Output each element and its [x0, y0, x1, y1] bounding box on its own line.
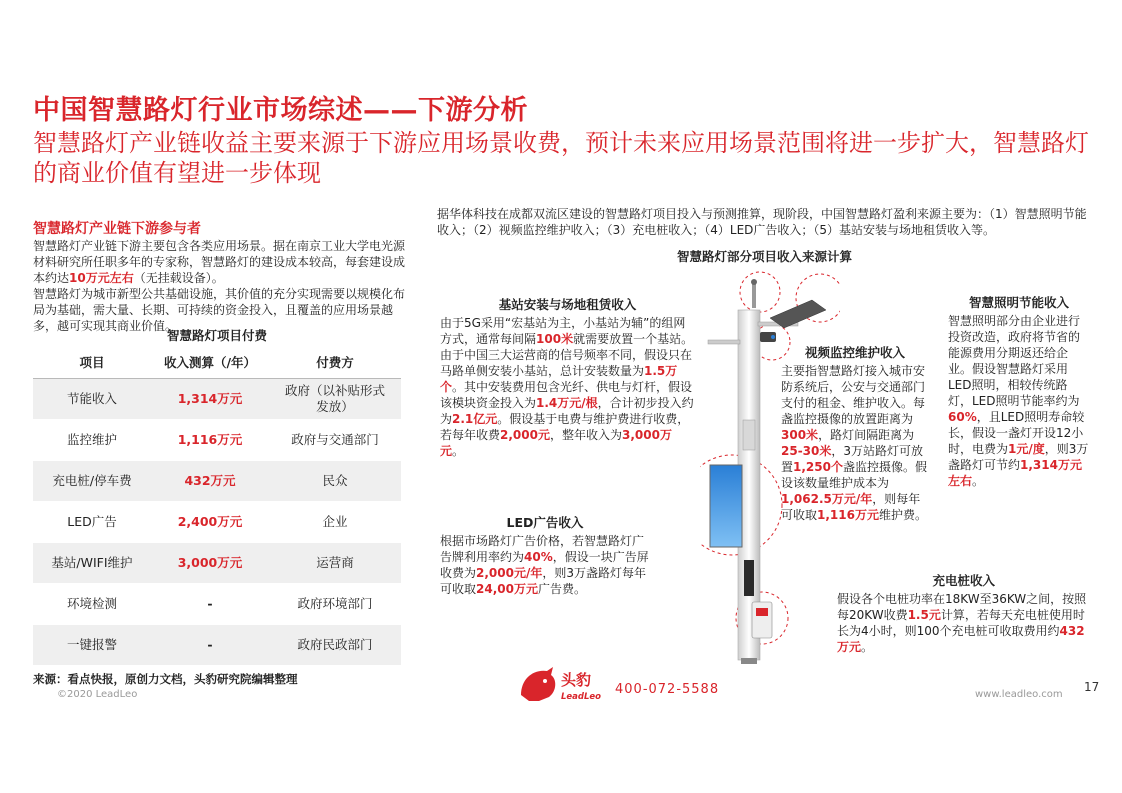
cell-item: 基站/WIFI维护	[33, 542, 151, 583]
right-intro: 据华体科技在成都双流区建设的智慧路灯项目投入与预测推算，现阶段，中国智慧路灯盈利来源主要为：（1）智慧照明节能收入；（2）视频监控维护收入；（3）充电桩收入；（4）LED广告收入；（5）基站安装与场地租赁收入等。	[437, 207, 1087, 237]
block-base-station: 基站安装与场地租赁收入 由于5G采用“宏基站为主，小基站为辅”的组网方式，通常每间隔100米就需要放置一个基站。由于中国三大运营商的信号频率不同，假设只在马路单侧安装小基站，总计安装数量为1.5万个。其中安装费用包含光纤、供电与灯杆，假设该模块资金投入为1.4万元/根，合计初步投入约为2.1亿元。假设基于电费与维护费进行收费，若每年收费2,000元，整年收入为3,000万元。	[440, 297, 694, 458]
block-charge-title: 充电桩收入	[932, 573, 995, 588]
logo-cn-text: 头豹	[561, 671, 592, 689]
left-intro	[33, 218, 408, 334]
block-lighting-title: 智慧照明节能收入	[968, 295, 1069, 310]
source-note: 来源：看点快报，原创力文档，头豹研究院编辑整理	[33, 672, 298, 686]
block-charging-pile: 充电桩收入 假设各个电桩功率在18KW至36KW之间，按照每20KW收费1.5元计算，若每天充电桩使用时长为4小时，则100个充电桩可收取费用约432万元。	[837, 573, 1092, 655]
col-header-payer: 付费方	[269, 346, 401, 378]
cell-amount: -	[151, 624, 269, 665]
led-ad-screen	[710, 465, 742, 547]
table-row	[33, 378, 401, 419]
charger-icon	[752, 602, 772, 638]
leopard-eye-icon	[543, 679, 547, 683]
table-row	[33, 624, 401, 665]
cell-payer: 政府民政部门	[269, 624, 401, 665]
cell-payer: 民众	[269, 460, 401, 501]
block-video-title: 视频监控维护收入	[804, 345, 905, 360]
cell-item: 监控维护	[33, 419, 151, 460]
antenna-tip-icon	[751, 279, 757, 285]
table-row	[33, 583, 401, 624]
leadleo-logo	[517, 665, 737, 705]
pole-dark-panel	[744, 560, 754, 596]
table-title: 智慧路灯项目付费	[166, 328, 267, 343]
cell-payer: 政府与交通部门	[269, 419, 401, 460]
table-row	[33, 460, 401, 501]
leopard-logo-icon	[521, 667, 555, 701]
block-video-monitoring: 视频监控维护收入 主要指智慧路灯接入城市安防系统后，公安与交通部门支付的租金、维护收入。每盏监控摄像的放置距离为300米，路灯间隔距离为25-30米，3万站路灯可放置1,250个盏监控摄像。假设该数量维护成本为1,062.5万元/年，则每年可收取1,116万元维护费。	[781, 345, 927, 522]
antenna-icon	[752, 284, 756, 308]
cell-item: LED广告	[33, 501, 151, 542]
diagram-title: 智慧路灯部分项目收入来源计算	[676, 249, 852, 264]
col-header-amount: 收入测算（/年）	[151, 346, 269, 378]
cell-amount: 2,400万元	[151, 501, 269, 542]
block-led-title: LED广告收入	[506, 515, 584, 530]
page-number: 17	[1084, 680, 1100, 694]
logo-en-text: LeadLeo	[561, 692, 602, 702]
copyright: ©2020 LeadLeo	[57, 689, 138, 700]
page-subtitle: 智慧路灯产业链收益主要来源于下游应用场景收费，预计未来应用场景范围将进一步扩大，智慧路灯的商业价值有望进一步体现	[33, 129, 1089, 187]
pole-base	[741, 658, 757, 664]
cell-amount: 1,314万元	[151, 378, 269, 419]
table-row	[33, 542, 401, 583]
cell-payer: 运营商	[269, 542, 401, 583]
cell-payer: 政府环境部门	[269, 583, 401, 624]
cell-payer: 企业	[269, 501, 401, 542]
cell-item: 充电桩/停车费	[33, 460, 151, 501]
page-title: 中国智慧路灯行业市场综述——下游分析	[33, 95, 528, 126]
website-url: www.leadleo.com	[975, 689, 1063, 700]
cell-item: 节能收入	[33, 378, 151, 419]
block-smart-lighting: 智慧照明节能收入 智慧照明部分由企业进行投资改造，政府将节省的能源费用分期返还给企业。假设智慧路灯采用LED照明，相较传统路灯，LED照明节能率约为60%，且LED照明寿命较长，假设一盏灯开设12小时，电费为1元/度，则3万盏路灯可节约1,314万元左右。	[948, 295, 1089, 488]
callout-circle	[740, 272, 780, 312]
cell-payer: 政府（以补贴形式发放）	[269, 378, 401, 419]
table-row	[33, 501, 401, 542]
block-base-station-title: 基站安装与场地租赁收入	[498, 297, 637, 312]
phone-number: 400-072-5588	[615, 682, 720, 697]
left-heading: 智慧路灯产业链下游参与者	[33, 221, 201, 237]
col-header-item: 项目	[33, 346, 151, 378]
left-intro-p1: 智慧路灯产业链下游主要包含各类应用场景。据在南京工业大学电光源材料研究所任职多年的专家称，智慧路灯的建设成本较高，每套建设成本约达10万元左右（无挂载设备）。	[33, 239, 406, 285]
cell-amount: 432万元	[151, 460, 269, 501]
cell-amount: 1,116万元	[151, 419, 269, 460]
left-intro-p2: 智慧路灯为城市新型公共基础设施，其价值的充分实现需要以规模化布局为基础，需大量、长期、可持续的资金投入，且覆盖的应用场景越多，越可实现其商业价值。	[33, 287, 406, 333]
pole-panel	[743, 420, 755, 450]
fee-table	[33, 346, 401, 666]
lamp-arm-left	[708, 340, 740, 344]
cell-item: 环境检测	[33, 583, 151, 624]
charger-display-icon	[756, 608, 768, 616]
camera-lens-icon	[771, 335, 775, 339]
cell-item: 一键报警	[33, 624, 151, 665]
cell-amount: -	[151, 583, 269, 624]
cell-amount: 3,000万元	[151, 542, 269, 583]
table-row	[33, 419, 401, 460]
block-led-ad: LED广告收入 根据市场路灯广告价格，若智慧路灯广告牌利用率约为40%，假设一块广告屏收费为2,000元/年，则3万盏路灯每年可收取24,00万元广告费。	[440, 515, 649, 596]
